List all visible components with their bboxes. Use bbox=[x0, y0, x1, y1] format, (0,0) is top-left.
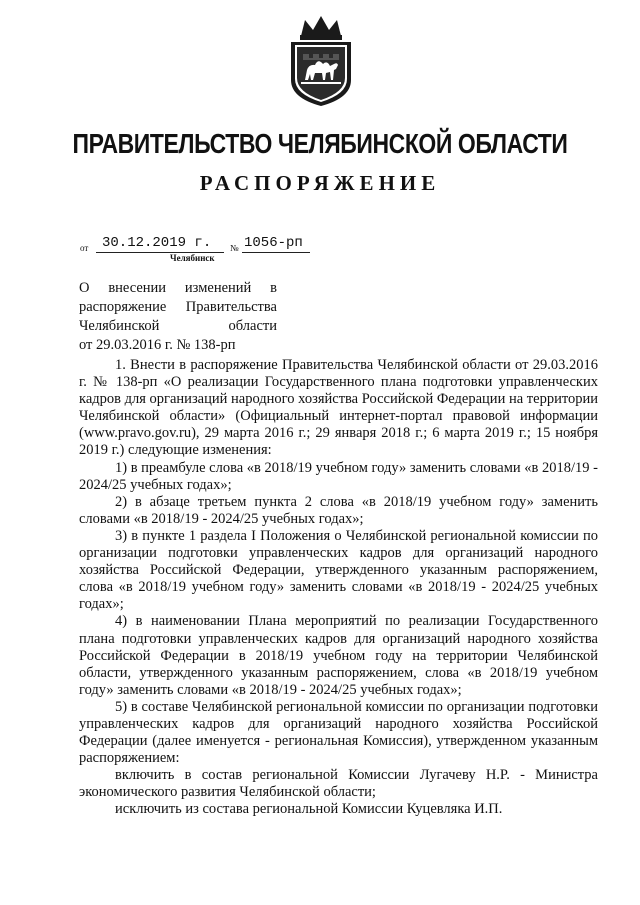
document-body bbox=[79, 357, 598, 819]
subject-line: от 29.03.2016 г. № 138-рп bbox=[79, 337, 236, 353]
chelyabinsk-coat-of-arms-icon bbox=[285, 14, 357, 108]
date-value: 30.12.2019 г. bbox=[102, 235, 212, 251]
body-paragraph: включить в состав региональной Комиссии Лугачеву Н.Р. - Министра экономического развития Челябинской области; bbox=[79, 767, 598, 801]
subject-block bbox=[79, 279, 277, 355]
subject-line: распоряжение Правительства bbox=[79, 299, 277, 315]
subject-line: Челябинской области bbox=[79, 318, 277, 334]
city-label: Челябинск bbox=[170, 253, 215, 263]
number-underline bbox=[242, 252, 310, 253]
body-paragraph: 1. Внести в распоряжение Правительства Челябинской области от 29.03.2016 г. № 138-рп «О реализации Государственного плана подготовки управленческих кадров для организаций народного хозяйства Российской Федерации на территории Челябинской области» (Официальный интернет-портал правовой информации (www.pravo.gov.ru), 29 марта 2016 г.; 29 января 2018 г.; 6 марта 2019 г.; 15 ноября 2019 г.) следующие изменения: bbox=[79, 357, 598, 459]
body-paragraph: 5) в составе Челябинской региональной комиссии по организации подготовки управленческих кадров для организаций народного хозяйства Российской Федерации (далее именуется - региональная Комиссия), утвержденном указанным распоряжением: bbox=[79, 698, 598, 767]
body-paragraph: 4) в наименовании Плана мероприятий по реализации Государственного плана подготовки управленческих кадров для организаций народного хозяйства Российской Федерации в 2018/19 учебном году на территории Челябинской области, утвержденного указанным распоряжением, слова «в 2018/19 учебном году» заменить словами «в 2018/19 - 2024/25 учебных годах»; bbox=[79, 613, 598, 698]
body-paragraph: 2) в абзаце третьем пункта 2 слова «в 2018/19 учебном году» заменить словами «в 2018/19 - 2024/25 учебных годах»; bbox=[79, 493, 598, 527]
date-label: от bbox=[80, 243, 89, 253]
document-type: РАСПОРЯЖЕНИЕ bbox=[199, 171, 441, 195]
number-value: 1056-рп bbox=[244, 235, 303, 251]
body-paragraph: 1) в преамбуле слова «в 2018/19 учебном году» заменить словами «в 2018/19 - 2024/25 учебных годах»; bbox=[79, 459, 598, 493]
number-label: № bbox=[230, 243, 239, 253]
government-title: ПРАВИТЕЛЬСТВО ЧЕЛЯБИНСКОЙ ОБЛАСТИ bbox=[72, 128, 568, 159]
body-paragraph: 3) в пункте 1 раздела I Положения о Челябинской региональной комиссии по организации подготовки управленческих кадров для организаций народного хозяйства Российской Федерации, утвержденного указанным распоряжением, слова «в 2018/19 учебном году» заменить словами «в 2018/19 - 2024/25 учебных годах»; bbox=[79, 527, 598, 613]
body-paragraph: исключить из состава региональной Комиссии Куцевляка И.П. bbox=[115, 801, 503, 818]
subject-line: О внесении изменений в bbox=[79, 280, 277, 296]
